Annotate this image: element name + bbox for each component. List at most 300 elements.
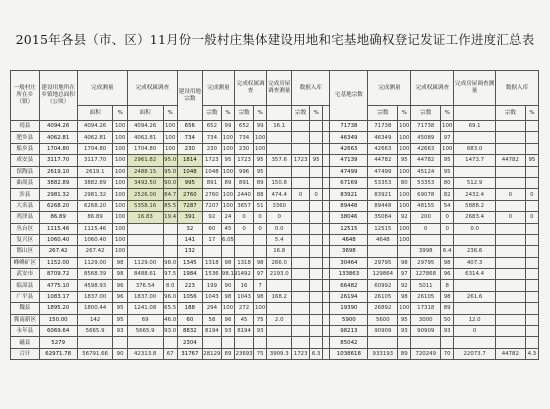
table-cell [127, 337, 163, 348]
table-cell: 26105 [411, 291, 441, 302]
table-cell: 71738 [330, 121, 368, 132]
table-cell [323, 280, 330, 291]
table-cell: 4094.26 [39, 121, 77, 132]
table-cell: 53353 [368, 177, 398, 188]
table-cell: 96 [441, 269, 454, 280]
table-cell: 4.3 [525, 348, 538, 359]
table-cell: 100 [221, 189, 234, 200]
table-cell: 3360 [267, 200, 292, 211]
table-cell: 1723 [235, 155, 254, 166]
table-cell [323, 246, 330, 257]
table-cell: 1837.00 [77, 291, 113, 302]
header-construction-total-area: 建设用地所在乡镇地总面积（公顷） [39, 71, 77, 121]
table-cell: 95 [221, 155, 234, 166]
table-cell [398, 246, 411, 257]
table-cell: 656 [177, 121, 202, 132]
table-cell: 98 [254, 291, 267, 302]
table-cell [368, 337, 398, 348]
table-cell: 100 [254, 143, 267, 154]
table-cell [310, 166, 323, 177]
table-row [11, 223, 539, 234]
table-cell: 996 [235, 166, 254, 177]
table-cell: 1814 [177, 155, 202, 166]
table-cell: 44782 [368, 155, 398, 166]
table-cell: 230 [235, 143, 254, 154]
table-cell [525, 269, 538, 280]
county-name: 船乡县 [11, 143, 40, 154]
table-cell [292, 200, 310, 211]
table-cell: 100 [113, 189, 127, 200]
table-cell: 6268.20 [39, 200, 77, 211]
table-row [11, 155, 539, 166]
table-cell: 80 [398, 177, 411, 188]
table-cell [310, 143, 323, 154]
table-cell: 1043 [235, 291, 254, 302]
county-name: 魏县 [11, 303, 40, 314]
header-homestead-house-survey: 完成房屋调查测量 [454, 71, 496, 106]
table-cell: 5888.2 [454, 200, 496, 211]
table-cell [292, 166, 310, 177]
table-cell: 0 [525, 189, 538, 200]
table-cell: 3000 [411, 314, 441, 325]
table-cell: 46349 [330, 132, 368, 143]
table-cell [127, 234, 163, 245]
table-cell: 1241.08 [127, 303, 163, 314]
table-cell: 23693 [235, 348, 254, 359]
table-cell: 2526.00 [127, 189, 163, 200]
table-cell: 100 [113, 234, 127, 245]
table-cell: 4062.81 [127, 132, 163, 143]
table-cell: 1083.17 [39, 291, 77, 302]
table-cell: 1704.80 [77, 143, 113, 154]
table-cell: 99 [221, 121, 234, 132]
table-cell: 98.0 [163, 257, 177, 268]
table-cell: 19.4 [163, 212, 177, 223]
table-cell: 100 [398, 200, 411, 211]
table-cell: 1060.40 [39, 234, 77, 245]
table-cell [454, 132, 496, 143]
table-cell: 95 [254, 155, 267, 166]
table-cell: 683.0 [454, 143, 496, 154]
table-cell: 92 [202, 212, 221, 223]
subheader-pct: % [310, 106, 323, 121]
table-cell: 0 [267, 212, 292, 223]
table-cell: 12515 [330, 223, 368, 234]
table-cell [292, 314, 310, 325]
table-row [11, 143, 539, 154]
table-cell: 100 [221, 303, 234, 314]
table-cell: 90 [113, 348, 127, 359]
table-cell: 5900 [330, 314, 368, 325]
table-cell: 80 [441, 177, 454, 188]
table-cell: 98 [221, 257, 234, 268]
table-cell [323, 337, 330, 348]
report-title: 2015年各县（市、区）11月份一般村庄集体建设用地和宅基地确权登记发证工作进度汇总表 [15, 32, 535, 47]
table-cell [254, 234, 267, 245]
table-cell [441, 337, 454, 348]
table-cell: 45089 [411, 132, 441, 143]
table-cell: 1492 [235, 269, 254, 280]
table-cell: 8709.72 [39, 269, 77, 280]
table-cell [495, 143, 525, 154]
table-cell: 1048 [202, 166, 221, 177]
table-cell [221, 337, 234, 348]
table-cell [323, 155, 330, 166]
table-cell: 8194 [202, 326, 221, 337]
table-cell: 100 [113, 166, 127, 177]
table-cell [495, 121, 525, 132]
table-cell: 96 [113, 291, 127, 302]
table-cell: 168.2 [267, 291, 292, 302]
county-name: 曲周县 [11, 177, 40, 188]
table-cell [77, 337, 113, 348]
table-cell [495, 280, 525, 291]
table-cell: 96 [221, 314, 234, 325]
table-cell [525, 121, 538, 132]
table-cell: 3117.70 [77, 155, 113, 166]
table-cell: 474.4 [267, 189, 292, 200]
table-cell [323, 223, 330, 234]
table-cell: 42663 [368, 143, 398, 154]
table-cell [310, 223, 323, 234]
table-cell: 2440 [235, 189, 254, 200]
table-cell: 85042 [330, 337, 368, 348]
table-cell: 4598.93 [77, 280, 113, 291]
table-cell: 45124 [411, 166, 441, 177]
table-cell [292, 246, 310, 257]
table-cell: 100 [113, 132, 127, 143]
table-cell [292, 291, 310, 302]
table-cell: 96.0 [163, 291, 177, 302]
table-cell: 98 [441, 291, 454, 302]
table-cell: 100 [113, 200, 127, 211]
table-cell [163, 223, 177, 234]
table-cell: 100 [398, 303, 411, 314]
table-cell: 720249 [411, 348, 441, 359]
table-cell: 6069.64 [39, 326, 77, 337]
table-cell: 22073.7 [454, 348, 496, 359]
table-cell: 12515 [368, 223, 398, 234]
table-cell: 0 [495, 189, 525, 200]
header-construction-ownership-count: 完成权属调查 [235, 71, 267, 106]
table-cell [292, 132, 310, 143]
table-cell: 1152.00 [39, 257, 77, 268]
table-cell: 98 [254, 257, 267, 268]
table-cell: 26892 [368, 303, 398, 314]
table-cell: 995 [177, 177, 202, 188]
table-cell: 0 [454, 326, 496, 337]
total-row [11, 348, 539, 359]
table-cell: 3882.89 [39, 177, 77, 188]
table-cell [495, 132, 525, 143]
table-row [11, 326, 539, 337]
table-cell: 82 [441, 189, 454, 200]
table-cell: 261.6 [454, 291, 496, 302]
table-cell: 35084 [368, 212, 398, 223]
table-cell: 0 [525, 212, 538, 223]
table-row [11, 246, 539, 257]
table-cell: 93 [113, 326, 127, 337]
table-cell: 100 [113, 177, 127, 188]
table-cell: 90909 [368, 326, 398, 337]
table-cell: 1038618 [330, 348, 368, 359]
table-cell: 95 [441, 166, 454, 177]
table-cell: 93 [254, 326, 267, 337]
table-cell [310, 257, 323, 268]
table-cell: 891 [202, 177, 221, 188]
table-cell: 100 [163, 143, 177, 154]
table-cell: 12.0 [454, 314, 496, 325]
table-cell [235, 246, 254, 257]
table-cell: 5011 [411, 280, 441, 291]
county-name: 涉县 [11, 189, 40, 200]
table-row [11, 166, 539, 177]
table-cell: 100 [254, 132, 267, 143]
county-name: 武安市 [11, 269, 40, 280]
table-cell: 100 [398, 121, 411, 132]
table-cell: 1473.7 [454, 155, 496, 166]
table-cell: 267.42 [39, 246, 77, 257]
table-cell: 1060.40 [77, 234, 113, 245]
table-cell: 84.7 [163, 189, 177, 200]
table-cell [267, 132, 292, 143]
table-cell: 266.0 [267, 257, 292, 268]
table-cell: 69078 [411, 189, 441, 200]
table-cell [127, 223, 163, 234]
table-cell [310, 326, 323, 337]
subheader-blank [454, 106, 496, 121]
table-cell: 90 [221, 280, 234, 291]
table-cell [310, 212, 323, 223]
table-cell [323, 291, 330, 302]
table-cell: 16.83 [127, 212, 163, 223]
table-cell: 8.0 [163, 280, 177, 291]
table-cell: 66482 [330, 280, 368, 291]
table-cell: 86.89 [77, 212, 113, 223]
table-cell: 67169 [330, 177, 368, 188]
table-cell: 45 [235, 314, 254, 325]
table-cell: 5279 [39, 337, 77, 348]
table-cell [525, 234, 538, 245]
table-cell: 95 [254, 166, 267, 177]
table-cell: 47139 [330, 155, 368, 166]
table-cell [310, 177, 323, 188]
county-name: 邯山区 [11, 246, 40, 257]
header-construction-database: 数据入库 [292, 71, 330, 106]
table-cell [113, 337, 127, 348]
table-row [11, 257, 539, 268]
table-cell: 3998 [411, 246, 441, 257]
table-cell [495, 269, 525, 280]
table-cell: 95 [398, 314, 411, 325]
table-cell: 69 [127, 314, 163, 325]
table-cell [292, 212, 310, 223]
table-cell: 0.0 [267, 223, 292, 234]
table-cell [221, 246, 234, 257]
table-cell: 4062.81 [39, 132, 77, 143]
table-cell: 96 [113, 280, 127, 291]
county-name: 丛台区 [11, 223, 40, 234]
table-cell: 1536 [202, 269, 221, 280]
table-cell: 1723 [292, 348, 310, 359]
table-cell: 70 [441, 348, 454, 359]
table-cell: 2760 [202, 189, 221, 200]
table-cell: 1837.00 [127, 291, 163, 302]
table-cell [323, 143, 330, 154]
table-row [11, 314, 539, 325]
table-cell: 69.1 [454, 121, 496, 132]
table-cell [323, 269, 330, 280]
table-cell [525, 280, 538, 291]
table-cell [127, 246, 163, 257]
table-cell: 83921 [330, 189, 368, 200]
subheader-area: 面积 [127, 106, 163, 121]
table-cell: 1345 [177, 257, 202, 268]
table-cell: 16 [235, 280, 254, 291]
table-cell: 272 [235, 303, 254, 314]
table-cell [525, 132, 538, 143]
table-cell: 100 [113, 143, 127, 154]
table-cell [398, 337, 411, 348]
table-cell [310, 314, 323, 325]
subheader-count: 宗数 [495, 106, 525, 121]
table-cell: 98 [398, 291, 411, 302]
table-cell: 267.42 [77, 246, 113, 257]
table-cell: 89448 [368, 200, 398, 211]
table-cell: 0 [292, 189, 310, 200]
table-cell: 3657 [235, 200, 254, 211]
header-construction-house-survey: 完成房屋调查测量 [267, 71, 292, 106]
header-homestead-survey: 完成测量 [368, 71, 411, 106]
table-cell: 0 [411, 223, 441, 234]
table-cell: 3909.3 [267, 348, 292, 359]
table-cell: 4648 [330, 234, 368, 245]
table-cell: 100 [221, 166, 234, 177]
subheader-pct: % [163, 106, 177, 121]
table-cell: 236.6 [454, 246, 496, 257]
table-cell: 53353 [411, 177, 441, 188]
table-row [11, 132, 539, 143]
table-cell: 32 [177, 223, 202, 234]
table-cell: 56791.66 [77, 348, 113, 359]
table-cell [235, 234, 254, 245]
table-cell: 86.89 [39, 212, 77, 223]
county-name: 大名县 [11, 200, 40, 211]
table-cell [323, 257, 330, 268]
table-cell [202, 337, 221, 348]
county-name: 成安县 [11, 155, 40, 166]
table-cell: 2683.4 [454, 212, 496, 223]
table-cell: 46349 [368, 132, 398, 143]
table-cell: 8488.61 [127, 269, 163, 280]
table-row [11, 121, 539, 132]
table-cell [292, 303, 310, 314]
table-cell: 1129.00 [77, 257, 113, 268]
table-cell: 0 [235, 223, 254, 234]
table-cell: 100 [113, 121, 127, 132]
header-construction-count: 建设用地宗数 [177, 71, 202, 121]
table-cell [310, 269, 323, 280]
table-cell [163, 337, 177, 348]
subheader-count: 宗数 [411, 106, 441, 121]
table-row [11, 291, 539, 302]
table-cell: 5665.9 [127, 326, 163, 337]
table-cell: 97 [441, 132, 454, 143]
subheader-pct: % [113, 106, 127, 121]
table-cell: 100 [441, 143, 454, 154]
table-body [11, 121, 539, 360]
header-construction-survey-count: 完成测量 [202, 71, 234, 106]
table-cell: 2619.10 [39, 166, 77, 177]
table-cell: 2981.32 [39, 189, 77, 200]
table-cell [292, 269, 310, 280]
table-cell: 100 [221, 132, 234, 143]
table-cell: 28129 [202, 348, 221, 359]
table-cell: 71738 [368, 121, 398, 132]
table-cell: 85.5 [163, 200, 177, 211]
table-cell: 7207 [202, 200, 221, 211]
table-cell: 150.8 [267, 177, 292, 188]
table-cell: 60 [177, 314, 202, 325]
county-name: 合计 [11, 348, 40, 359]
subheader-count: 宗数 [292, 106, 310, 121]
table-cell: 7287 [177, 200, 202, 211]
table-cell: 6.05 [221, 234, 234, 245]
table-cell [323, 326, 330, 337]
table-cell [254, 246, 267, 257]
header-construction-ownership: 完成权属调查 [127, 71, 177, 106]
table-cell: 47499 [368, 166, 398, 177]
table-cell: 132 [177, 246, 202, 257]
table-cell: 98 [441, 257, 454, 268]
table-cell [323, 189, 330, 200]
subheader-count: 宗数 [235, 106, 254, 121]
table-cell [267, 166, 292, 177]
table-cell [202, 246, 221, 257]
table-cell: 42663 [411, 143, 441, 154]
table-cell: 95 [113, 314, 127, 325]
table-cell [292, 177, 310, 188]
table-cell [525, 257, 538, 268]
county-name: 复兴区 [11, 234, 40, 245]
table-cell [411, 234, 441, 245]
table-row [11, 212, 539, 223]
table-cell: 1115.46 [39, 223, 77, 234]
table-cell: 60992 [368, 280, 398, 291]
table-cell: 1800.44 [77, 303, 113, 314]
table-cell: 407.3 [454, 257, 496, 268]
table-cell: 54 [441, 200, 454, 211]
county-name: 鸡泽县 [11, 212, 40, 223]
table-cell: 98 [221, 291, 234, 302]
table-cell [323, 212, 330, 223]
table-cell: 7 [254, 280, 267, 291]
table-cell: 46.0 [163, 314, 177, 325]
county-name: 靖县 [11, 121, 40, 132]
subheader-pct: % [525, 106, 538, 121]
table-cell: 44782 [495, 155, 525, 166]
table-cell: 100 [398, 189, 411, 200]
table-cell [525, 337, 538, 348]
table-cell: 97 [254, 269, 267, 280]
table-cell: 6.4 [441, 246, 454, 257]
table-cell [525, 314, 538, 325]
table-cell: 89 [221, 348, 234, 359]
table-cell [310, 121, 323, 132]
table-cell [292, 257, 310, 268]
table-cell [525, 246, 538, 257]
table-cell [454, 234, 496, 245]
